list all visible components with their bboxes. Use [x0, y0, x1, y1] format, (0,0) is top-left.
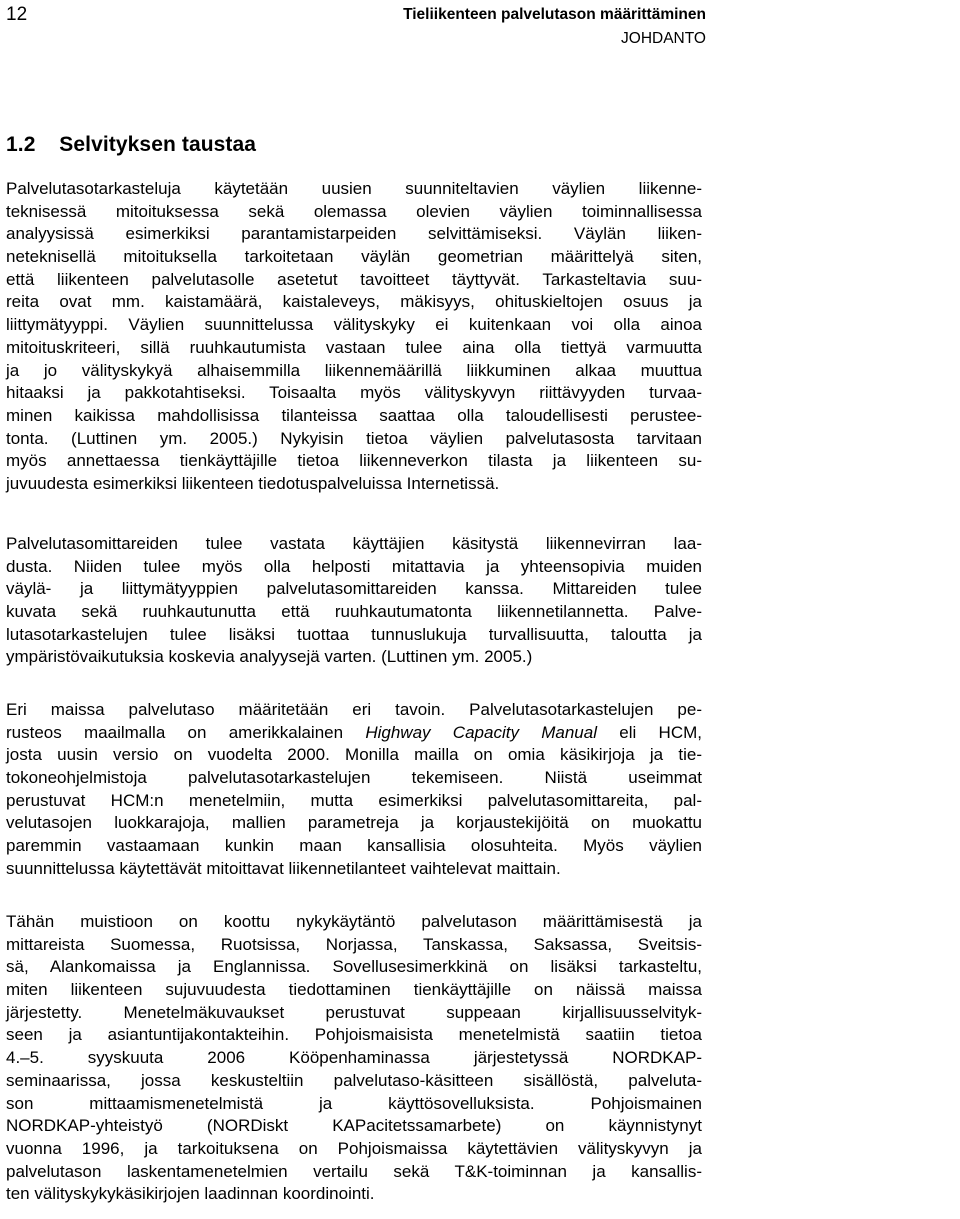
- paragraph: [6, 533, 702, 669]
- text-line: sä, Alankomaissa ja Englannissa. Sovellusesimerkkinä on lisäksi tarkasteltu,: [6, 957, 702, 977]
- text-line: ja jo välityskykyä alhaisemmilla liikennemäärillä liikkuminen alkaa muuttua: [6, 360, 702, 380]
- text-line: myös annettaessa tienkäyttäjille tietoa liikenneverkon tilasta ja liikenteen su-: [6, 451, 702, 471]
- text-line: dusta. Niiden tulee myös olla helposti mitattavia ja yhteensopivia muiden: [6, 556, 702, 576]
- text-line: ten välityskykykäsikirjojen laadinnan koordinointi.: [6, 1184, 375, 1204]
- text-line: tokoneohjelmistoja palvelutasotarkastelujen tekemiseen. Niistä useimmat: [6, 768, 702, 788]
- text-line: Palvelutasotarkasteluja käytetään uusien suunniteltavien väylien liikenne-: [6, 179, 702, 198]
- text-line: seen ja asiantuntijakontakteihin. Pohjoismaisista menetelmistä saatiin tietoa: [6, 1025, 702, 1045]
- text-line: mittareista Suomessa, Ruotsissa, Norjassa, Tanskassa, Saksassa, Sveitsis-: [6, 934, 702, 954]
- text-line: palvelutason laskentamenetelmien vertailu sekä T&K-toiminnan ja kansallis-: [6, 1161, 702, 1181]
- page-number: 12: [6, 4, 28, 25]
- text-line: miten liikenteen sujuvuudesta tiedottaminen tienkäyttäjille on näissä maissa: [6, 980, 702, 1000]
- text-line: seminaarissa, jossa keskusteltiin palvelutaso-käsitteen sisällöstä, palveluta-: [6, 1070, 702, 1090]
- text-line: perustuvat HCM:n menetelmiin, mutta esimerkiksi palvelutasomittareita, pal-: [6, 790, 702, 810]
- text-line: son mittaamismenetelmistä ja käyttösovelluksista. Pohjoismainen: [6, 1093, 702, 1113]
- text-line: suunnittelussa käytettävät mitoittavat liikennetilanteet vaihtelevat maittain.: [6, 858, 561, 878]
- text-line: kuvata sekä ruuhkautunutta että ruuhkautumatonta liikennetilannetta. Palve-: [6, 602, 702, 622]
- text-line: Palvelutasomittareiden tulee vastata käyttäjien käsitystä liikennevirran laa-: [6, 534, 702, 553]
- paragraph: [6, 178, 702, 496]
- text-line: väylä- ja liittymätyyppien palvelutasomittareiden kanssa. Mittareiden tulee: [6, 579, 702, 599]
- text-line: josta uusin versio on vuodelta 2000. Monilla mailla on omia käsikirjoja ja tie-: [6, 745, 702, 765]
- text-line: ympäristövaikutuksia koskevia analyysejä varten. (Luttinen ym. 2005.): [6, 647, 533, 667]
- text-line: Eri maissa palvelutaso määritetään eri tavoin. Palvelutasotarkastelujen pe-: [6, 700, 702, 719]
- text-line: lutasotarkastelujen tulee lisäksi tuottaa tunnuslukuja turvallisuutta, taloutta ja: [6, 624, 702, 644]
- text-line: juvuudesta esimerkiksi liikenteen tiedotuspalveluissa Internetissä.: [6, 473, 500, 493]
- text-line: 4.–5. syyskuuta 2006 Kööpenhaminassa järjestetyssä NORDKAP-: [6, 1048, 702, 1068]
- text-line: rusteos maailmalla on amerikkalainen Highway Capacity Manual eli HCM,: [6, 722, 702, 742]
- section-number: 1.2: [6, 133, 36, 156]
- text-line: mitoituskriteeri, sillä ruuhkautumista vastaan tulee aina olla tiettyä varmuutta: [6, 337, 702, 357]
- text-line: paremmin vastaamaan kunkin maan kansallisia olosuhteita. Myös väylien: [6, 836, 702, 856]
- text-line: neteknisellä mitoituksella tarkoitetaan väylän geometrian määrittelyä siten,: [6, 247, 702, 267]
- text-line: minen kaikissa mahdollisissa tilanteissa saattaa olla taloudellisesti perustee-: [6, 405, 702, 425]
- text-line: velutasojen luokkarajoja, mallien parametreja ja korjaustekijöitä on muokattu: [6, 813, 702, 833]
- running-header-title: Tieliikenteen palvelutason määrittäminen: [403, 6, 706, 23]
- text-line: hitaaksi ja pakkotahtiseksi. Toisaalta myös välityskyvyn riittävyyden turvaa-: [6, 383, 702, 403]
- text-line: tonta. (Luttinen ym. 2005.) Nykyisin tietoa väylien palvelutasosta tarvitaan: [6, 428, 702, 448]
- section-heading: [6, 132, 256, 158]
- text-line: teknisessä mitoituksessa sekä olemassa olevien väylien toiminnallisessa: [6, 201, 702, 221]
- text-line: vuonna 1996, ja tarkoituksena on Pohjoismaissa käytettävien välityskyvyn ja: [6, 1138, 702, 1158]
- text-line: reita ovat mm. kaistamäärä, kaistaleveys, mäkisyys, ohituskieltojen osuus ja: [6, 292, 702, 312]
- paragraph: [6, 911, 702, 1206]
- text-line: liittymätyyppi. Väylien suunnittelussa välityskyky ei kuitenkaan voi olla ainoa: [6, 315, 702, 335]
- text-line: analyysissä esimerkiksi parantamistarpeiden selvittämiseksi. Väylän liiken-: [6, 224, 702, 244]
- text-line: Tähän muistioon on koottu nykykäytäntö palvelutason määrittämisestä ja: [6, 912, 702, 931]
- running-header-chapter: JOHDANTO: [621, 30, 706, 47]
- section-title: Selvityksen taustaa: [59, 133, 257, 156]
- paragraph: [6, 699, 702, 881]
- text-line: että liikenteen palvelutasolle asetetut tavoitteet täyttyvät. Tarkasteltavia suu-: [6, 269, 702, 289]
- text-line: NORDKAP-yhteistyö (NORDiskt KAPacitetssamarbete) on käynnistynyt: [6, 1116, 702, 1136]
- running-header: [403, 4, 706, 50]
- text-line: järjestetty. Menetelmäkuvaukset perustuvat suppeaan kirjallisuusselvityk-: [6, 1002, 702, 1022]
